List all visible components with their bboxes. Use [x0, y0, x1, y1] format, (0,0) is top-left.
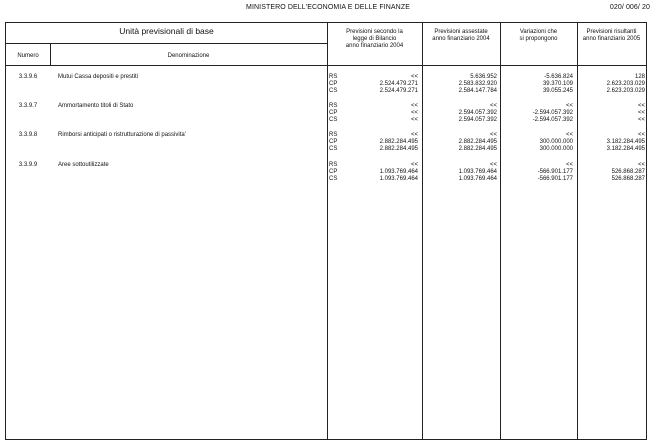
- value-cell: <<: [565, 132, 573, 138]
- value-cell: 2.882.284.495: [379, 146, 418, 152]
- value-cell: <<: [637, 162, 645, 168]
- value-cell: <<: [637, 132, 645, 138]
- value-cell: 300.000.000: [539, 146, 573, 152]
- value-cell: 2.524.479.271: [379, 88, 418, 94]
- value-cell: <<: [637, 103, 645, 109]
- header-numero: Numero: [17, 53, 39, 59]
- row-numero: 3.3.9.8: [18, 132, 38, 138]
- line-type: CP: [329, 169, 338, 175]
- ministry-header: MINISTERO DELL'ECONOMIA E DELLE FINANZE: [246, 4, 410, 11]
- header-variazioni: Variazioni che si propongono: [519, 29, 558, 42]
- value-cell: 3.182.284.495: [606, 146, 645, 152]
- row-denominazione: Mutui Cassa depositi e prestiti: [58, 74, 139, 80]
- line-type: CS: [329, 176, 338, 182]
- value-cell: -2.594.057.392: [532, 110, 573, 116]
- row-numero: 3.3.9.9: [18, 162, 38, 168]
- value-cell: <<: [489, 132, 497, 138]
- line-type: RS: [329, 103, 338, 109]
- table-row: [6, 162, 646, 183]
- value-cell: 2.882.284.495: [458, 146, 497, 152]
- value-cell: <<: [637, 117, 645, 123]
- value-cell: <<: [410, 110, 418, 116]
- value-cell: -5.636.824: [544, 74, 573, 80]
- value-cell: 300.000.000: [539, 139, 573, 145]
- value-cell: -2.594.057.392: [532, 117, 573, 123]
- value-cell: 2.623.203.029: [606, 88, 645, 94]
- value-cell: 2.623.203.029: [606, 81, 645, 87]
- value-cell: -566.901.177: [537, 169, 573, 175]
- row-denominazione: Ammortamento titoli di Stato: [58, 103, 134, 109]
- value-cell: <<: [565, 162, 573, 168]
- line-type: RS: [329, 74, 338, 80]
- table-row: [6, 74, 646, 95]
- value-cell: <<: [565, 103, 573, 109]
- value-cell: 2.594.057.392: [458, 110, 497, 116]
- divider-header-split: [6, 43, 327, 44]
- row-numero: 3.3.9.6: [18, 74, 38, 80]
- value-cell: 1.093.769.464: [379, 176, 418, 182]
- value-cell: 3.182.284.495: [606, 139, 645, 145]
- value-cell: <<: [489, 103, 497, 109]
- value-cell: <<: [637, 110, 645, 116]
- row-numero: 3.3.9.7: [18, 103, 38, 109]
- value-cell: 39.370.109: [542, 81, 573, 87]
- value-cell: 5.636.952: [470, 74, 497, 80]
- value-cell: <<: [410, 162, 418, 168]
- row-denominazione: Rimborsi anticipati o ristrutturazione di passivita': [58, 132, 186, 138]
- value-cell: 1.093.769.464: [379, 169, 418, 175]
- page-code: 020/ 006/ 20: [609, 4, 650, 11]
- value-cell: 2.594.057.392: [458, 117, 497, 123]
- value-cell: 128: [634, 74, 645, 80]
- value-cell: 526.868.287: [611, 169, 645, 175]
- value-cell: -566.901.177: [537, 176, 573, 182]
- value-cell: 2.524.479.271: [379, 81, 418, 87]
- line-type: CS: [329, 146, 338, 152]
- value-cell: 2.584.147.784: [458, 88, 497, 94]
- line-type: CP: [329, 139, 338, 145]
- value-cell: 2.583.832.920: [458, 81, 497, 87]
- value-cell: 2.882.284.495: [379, 139, 418, 145]
- line-type: CS: [329, 88, 338, 94]
- line-type: CS: [329, 117, 338, 123]
- value-cell: <<: [410, 132, 418, 138]
- header-denominazione: Denominazione: [167, 53, 210, 59]
- value-cell: <<: [410, 117, 418, 123]
- value-cell: <<: [410, 103, 418, 109]
- divider-header-bottom: [6, 65, 646, 66]
- table-row: [6, 103, 646, 124]
- group-header: Unità previsionali di base: [119, 26, 214, 36]
- budget-table: [5, 22, 647, 440]
- line-type: RS: [329, 162, 338, 168]
- line-type: CP: [329, 81, 338, 87]
- table-row: [6, 132, 646, 153]
- value-cell: 39.055.245: [542, 88, 573, 94]
- value-cell: 526.868.287: [611, 176, 645, 182]
- value-cell: 1.093.769.464: [458, 169, 497, 175]
- value-cell: <<: [410, 74, 418, 80]
- line-type: CP: [329, 110, 338, 116]
- header-previsioni-bilancio: Previsioni secondo la legge di Bilancio anno finanziario 2004: [345, 29, 404, 49]
- header-previsioni-assestate: Previsioni assestate anno finanziario 2004: [432, 29, 490, 42]
- row-denominazione: Aree sottoutilizzate: [58, 162, 109, 168]
- value-cell: <<: [489, 162, 497, 168]
- header-previsioni-risultanti: Previsioni risultanti anno finanziario 2005: [582, 29, 641, 42]
- line-type: RS: [329, 132, 338, 138]
- value-cell: 1.093.769.464: [458, 176, 497, 182]
- value-cell: 2.882.284.495: [458, 139, 497, 145]
